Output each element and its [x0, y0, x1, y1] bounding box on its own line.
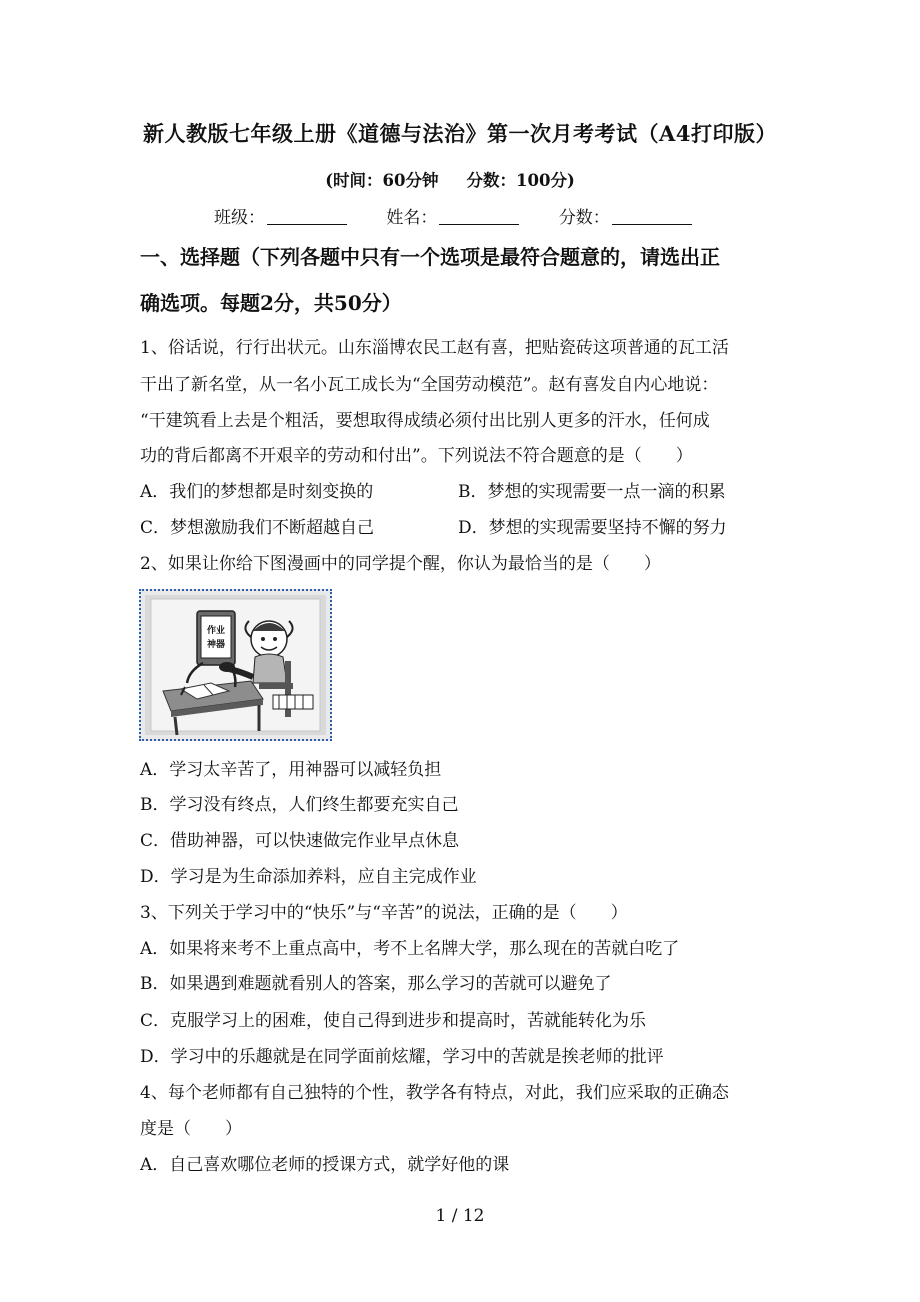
question-3-option-d[interactable]: D．学习中的乐趣就是在同学面前炫耀，学习中的苦就是挨老师的批评: [140, 1047, 664, 1067]
page-number: 1 / 12: [435, 1206, 485, 1226]
question-2-stem: 2、如果让你给下图漫画中的同学提个醒，你认为最恰当的是（ ）: [140, 554, 661, 574]
sign-text-top: 作业: [206, 626, 226, 636]
question-1-option-c[interactable]: C．梦想激励我们不断超越自己: [140, 518, 375, 538]
sign-text-bottom: 神器: [206, 640, 226, 650]
exam-meta: [0, 167, 900, 191]
exam-time: (时间：60分钟: [325, 171, 439, 190]
name-label: 姓名：: [386, 208, 438, 228]
score-blank[interactable]: [612, 208, 692, 225]
homework-gadget-sign: [197, 611, 235, 665]
question-3-option-c[interactable]: C．克服学习上的困难，使自己得到进步和提高时，苦就能转化为乐: [140, 1011, 647, 1031]
class-label: 班级：: [214, 208, 265, 228]
question-4-stem-line1: 4、每个老师都有自己独特的个性，教学各有特点，对此，我们应采取的正确态: [140, 1083, 729, 1103]
class-field: [214, 203, 347, 228]
question-3-option-a[interactable]: A．如果将来考不上重点高中，考不上名牌大学，那么现在的苦就白吃了: [140, 939, 680, 959]
question-3-stem: 3、下列关于学习中的“快乐”与“辛苦”的说法，正确的是（ ）: [140, 903, 628, 923]
page-title: 新人教版七年级上册《道德与法治》第一次月考考试（A4打印版）: [143, 121, 777, 146]
question-1-stem-line2: 干出了新名堂，从一名小瓦工成长为“全国劳动模范”。赵有喜发自内心地说：: [140, 375, 719, 395]
question-4-stem-line2: 度是（ ）: [140, 1119, 242, 1139]
score-label: 分数：: [558, 208, 610, 228]
question-1-option-a[interactable]: A．我们的梦想都是时刻变换的: [140, 482, 374, 502]
question-2-option-a[interactable]: A．学习太辛苦了，用神器可以减轻负担: [140, 760, 442, 780]
question-1-option-d[interactable]: D．梦想的实现需要坚持不懈的努力: [458, 518, 727, 538]
section-heading-line1: 一、选择题（下列各题中只有一个选项是最符合题意的，请选出正: [140, 245, 720, 269]
name-blank[interactable]: [439, 208, 519, 225]
question-2-option-d[interactable]: D．学习是为生命添加养料，应自主完成作业: [140, 867, 477, 887]
section-heading-line2: 确选项。每题2分，共50分）: [140, 291, 402, 315]
question-2-option-c[interactable]: C．借助神器，可以快速做完作业早点休息: [140, 831, 460, 851]
question-1-stem-line3: “干建筑看上去是个粗活，要想取得成绩必须付出比别人更多的汗水，任何成: [140, 411, 710, 431]
question-2-option-b[interactable]: B．学习没有终点，人们终生都要充实自己: [140, 795, 459, 815]
question-3-option-b[interactable]: B．如果遇到难题就看别人的答案，那么学习的苦就可以避免了: [140, 974, 612, 994]
name-field: [386, 203, 519, 228]
question-1-stem-line1: 1、俗话说，行行出状元。山东淄博农民工赵有喜，把贴瓷砖这项普通的瓦工活: [140, 338, 729, 358]
question-1-stem-line4: 功的背后都离不开艰辛的劳动和付出”。下列说法不符合题意的是（ ）: [140, 446, 693, 466]
score-field: [559, 203, 692, 228]
exam-total-score: 分数：100分): [466, 171, 575, 190]
comic-illustration: [139, 589, 332, 741]
student-info-line: [214, 203, 726, 228]
comic-drawing: [141, 591, 330, 739]
question-4-option-a[interactable]: A．自己喜欢哪位老师的授课方式，就学好他的课: [140, 1155, 510, 1175]
class-blank[interactable]: [267, 208, 347, 225]
question-1-option-b[interactable]: B．梦想的实现需要一点一滴的积累: [458, 482, 726, 502]
